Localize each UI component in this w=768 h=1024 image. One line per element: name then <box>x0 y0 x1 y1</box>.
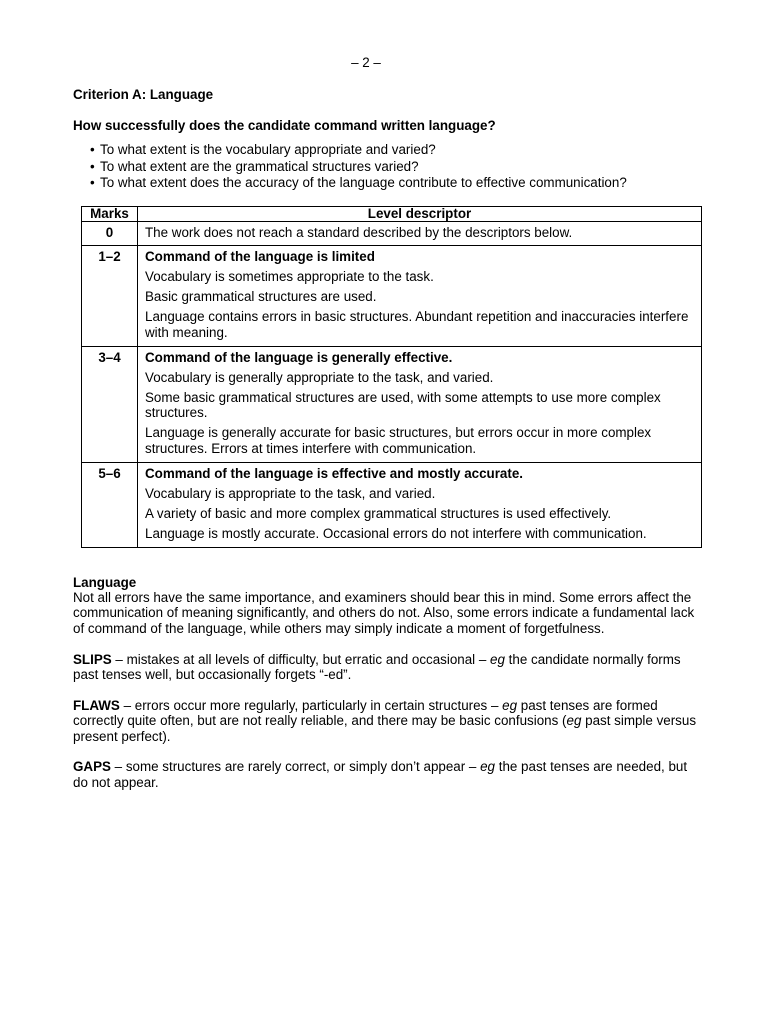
table-row <box>82 346 702 462</box>
descriptor-cell <box>138 346 702 462</box>
level-descriptor-header: Level descriptor <box>138 206 702 221</box>
language-section-title: Language <box>73 574 137 590</box>
marking-rubric-table <box>81 206 702 548</box>
descriptor-line: Basic grammatical structures are used. <box>145 289 377 305</box>
flaws-term: FLAWS <box>73 697 120 713</box>
slips-paragraph <box>73 652 703 683</box>
flaws-text: – errors occur more regularly, particularly in certain structures – <box>119 697 503 713</box>
flaws-text: past simple versus present perfect). <box>73 713 697 744</box>
gaps-term: GAPS <box>73 759 111 775</box>
page-number: – 2 – <box>351 55 381 70</box>
question-bullet-list <box>73 142 703 192</box>
language-intro-paragraph: Not all errors have the same importance, and examiners should bear this in mind. Some errors affect the communication of meaning significantly, and others do not. Also, some errors indicate a fundamental lack of command of the language, while others may simply indicate a moment of forgetfulness. <box>73 589 695 636</box>
descriptor-cell <box>138 221 702 246</box>
descriptor-line: The work does not reach a standard described by the descriptors below. <box>145 224 573 240</box>
descriptor-line: Vocabulary is sometimes appropriate to the task. <box>145 269 434 285</box>
gaps-text: the past tenses are needed, but do not appear. <box>73 759 688 790</box>
descriptor-summary: Command of the language is limited <box>145 249 375 265</box>
descriptor-line: Language contains errors in basic structures. Abundant repetition and inaccuracies interfere with meaning. <box>145 309 689 340</box>
document-body <box>73 87 703 790</box>
bullet-item: • To what extent does the accuracy of the language contribute to effective communication? <box>100 175 703 192</box>
descriptor-cell <box>138 462 702 547</box>
descriptor-summary: Command of the language is generally effective. <box>145 349 453 365</box>
marks-cell: 3–4 <box>82 346 138 462</box>
descriptor-line: Vocabulary is generally appropriate to the task, and varied. <box>145 369 494 385</box>
descriptor-line: A variety of basic and more complex grammatical structures is used effectively. <box>145 505 612 521</box>
descriptor-line: Language is mostly accurate. Occasional errors do not interfere with communication. <box>145 525 647 541</box>
table-row <box>82 246 702 346</box>
eg-abbrev: eg <box>502 697 518 713</box>
marks-cell: 0 <box>82 221 138 246</box>
descriptor-cell <box>138 246 702 346</box>
slips-text: – mistakes at all levels of difficulty, but erratic and occasional – <box>111 651 491 667</box>
guiding-question: How successfully does the candidate command written language? <box>73 118 496 133</box>
descriptor-line: Vocabulary is appropriate to the task, and varied. <box>145 485 436 501</box>
eg-abbrev: eg <box>566 713 582 729</box>
marks-cell: 1–2 <box>82 246 138 346</box>
language-guidance-section <box>73 575 703 791</box>
descriptor-summary: Command of the language is effective and mostly accurate. <box>145 465 524 481</box>
descriptor-line: Some basic grammatical structures are used, with some attempts to use more complex structures. <box>145 389 661 421</box>
eg-abbrev: eg <box>490 651 505 667</box>
eg-abbrev: eg <box>480 759 495 775</box>
table-row <box>82 221 702 246</box>
marks-cell: 5–6 <box>82 462 138 547</box>
gaps-paragraph <box>73 759 703 790</box>
descriptor-line: Language is generally accurate for basic structures, but errors occur in more complex structures. Errors at times interfere with communication. <box>145 425 652 457</box>
slips-text: the candidate normally forms past tenses well, but occasionally forgets “-ed”. <box>73 651 681 682</box>
flaws-paragraph <box>73 698 703 744</box>
table-row <box>82 462 702 547</box>
bullet-item: • To what extent is the vocabulary appropriate and varied? <box>100 142 703 159</box>
marks-header: Marks <box>82 206 138 221</box>
criterion-heading: Criterion A: Language <box>73 87 214 102</box>
bullet-item: • To what extent are the grammatical structures varied? <box>100 159 703 176</box>
slips-term: SLIPS <box>73 651 112 667</box>
flaws-text: past tenses are formed correctly quite often, but are not really reliable, and there may be basic confusions ( <box>73 697 658 729</box>
table-header-row <box>82 206 702 221</box>
gaps-text: – some structures are rarely correct, or simply don’t appear – <box>110 759 481 775</box>
